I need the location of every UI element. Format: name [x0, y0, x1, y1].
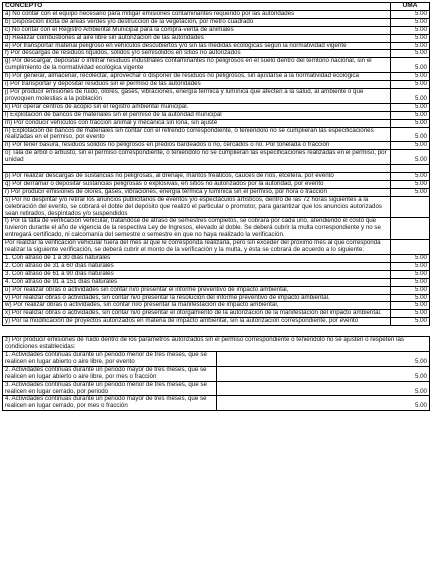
concept-cell: w) Por realizar obras o actividades, sin contar ni/o presentar la manifestación de impacto ambiental,: [3, 302, 391, 310]
uma-value-cell: 5.00: [391, 142, 430, 150]
uma-value-cell: 5.00: [391, 278, 430, 286]
concept-cell: 1. Actividades continuas durante un periodo menor de tres meses, que se realicen en lugar abierto o aire libre, por evento: [3, 351, 217, 366]
table-row: [3, 111, 430, 119]
uma-value-cell: 5.00: [391, 150, 430, 165]
uma-value-cell: 5.00: [216, 381, 430, 396]
uma-column-header: UMA: [391, 3, 430, 11]
table-row: [3, 351, 430, 366]
uma-value-cell: [391, 218, 430, 240]
concept-cell: o) Tala de árbol o arbusto, sin el permiso correspondiente, o teniéndolo no se cumplieran las especificaciones realizadas en el permiso, por unidad: [3, 150, 391, 165]
table-row: [3, 218, 430, 240]
uma-value-cell: 5.00: [391, 10, 430, 18]
concept-cell: v) Por realizar obras o actividades, sin contar ni/o presentar la resolución del informe preventivo de impacto ambiental.: [3, 294, 391, 302]
concept-cell: d) Realizar combustiones al aire libre sin autorización de las autoridades: [3, 34, 391, 42]
concept-cell: ñ) Por tener basura, residuos sólidos no peligrosos en predios bardeados o no, cercados o no. Por tonelada o fracción: [3, 142, 391, 150]
concept-cell: 4. Con atraso de 91 a 151 días naturales: [3, 278, 391, 286]
concept-cell: 4. Actividades continuas durante un periodo mayor de tres meses, que se realicen en lugar cerrado, por mes o fracción: [3, 396, 217, 411]
concept-cell: r) Por producir emisiones de olores, gases, vibraciones, energía térmica y lumínica sin el permiso, por hora o fracción: [3, 188, 391, 196]
uma-value-cell: 5.00: [391, 188, 430, 196]
concept-cell: l) Explotación de bancos de materiales sin el permiso de la autoridad municipal: [3, 111, 391, 119]
concept-cell: j) Por producir emisiones de ruido, olores, gases, vibraciones, energía térmica y lumínica que afecten a la salud, al ambiente o que provoquen molestias a la población: [3, 88, 391, 103]
uma-value-cell: 5.00: [391, 310, 430, 318]
uma-value-cell: 5.00: [391, 103, 430, 111]
table-row: [3, 240, 430, 255]
table-row: [3, 88, 430, 103]
concept-cell: a) No contar con el equipo necesario para mitigar emisiones contaminantes requerido por las autoridades: [3, 10, 391, 18]
concept-cell: 2. Con atraso de 31 a 60 días naturales: [3, 262, 391, 270]
table-row: [3, 26, 430, 34]
uma-value-cell: 5.00: [391, 34, 430, 42]
concept-cell: 3. Con atraso de 61 a 90 días naturales: [3, 270, 391, 278]
uma-value-cell: 5.00: [391, 294, 430, 302]
uma-value-cell: 5.00: [391, 26, 430, 34]
table-row: [3, 381, 430, 396]
uma-value-cell: [391, 240, 430, 255]
concept-cell: m) Por conducir vehículos con tracción animal y mecánica sin lona, sin ajuste: [3, 119, 391, 127]
uma-value-cell: 5.00: [391, 270, 430, 278]
concept-cell: c) No contar con el Registro Ambiental Municipal para la compra-venta de animales: [3, 26, 391, 34]
concept-cell: u) Por realizar obras o actividades sin contar ni/o presentar el informe preventivo de impacto ambiental,: [3, 286, 391, 294]
concept-cell: n) Explotación de bancos de materiales sin contar con el refrendo correspondiente, o teniéndolo no se cumplieran las especificaciones realizadas en el permiso, por evento: [3, 127, 391, 142]
concept-cell: 2. Actividades continuas durante un periodo mayor de tres meses, que se realicen en lugar abierto o aire libre, por mes o fracción: [3, 366, 217, 381]
concept-cell: t) Por la falta de verificación vehicular, tratándose de atraso de semestres completos, se cobrará por cada uno, atendiendo el costo que tuvieron durante el año de vigencia de la respectiva Ley de Ingresos, elevado al doble. Se deberá cubrir la multa correspondiente y no se entregará certificado, ni calcomanía del semestre o semestre en que no haya realizado la verificación.: [3, 218, 391, 240]
uma-value-cell: 5.00: [391, 81, 430, 89]
fines-table-body: [3, 10, 430, 325]
uma-value-cell: 5.00: [391, 119, 430, 127]
uma-value-cell: 5.00: [391, 173, 430, 181]
section-z-intro: z) Por producir emisiones de ruido dentro de los parámetros autorizados sin el permiso correspondiente o teniéndolo no se ajusten o respeten las condiciones establecidas:: [5, 336, 404, 351]
concept-cell: y) Por la modificación de proyectos autorizados en materia de impacto ambiental, sin la autorización correspondiente, por evento: [3, 318, 391, 326]
table-row: [3, 58, 430, 73]
table-row: [3, 34, 430, 42]
table-row: [3, 103, 430, 111]
uma-value-cell: 5.00: [216, 351, 430, 366]
noise-emissions-body: [3, 337, 430, 411]
uma-value-cell: 5.00: [216, 366, 430, 381]
table-row: [3, 318, 430, 326]
concept-column-header: CONCEPTO: [5, 2, 43, 9]
table-row: [3, 196, 430, 218]
uma-value-cell: 5.00: [391, 127, 430, 142]
uma-value-cell: 5.00: [391, 286, 430, 294]
uma-value-cell: 5.00: [391, 302, 430, 310]
table-row: [3, 366, 430, 381]
uma-value-cell: 5.00: [216, 396, 430, 411]
concept-cell: i) Por transportar y depositar residuos sin el permiso de las autoridades: [3, 81, 391, 89]
table-row: [3, 119, 430, 127]
concept-cell: s) Por no despintar y/o retirar los anuncios publicitarios de eventos y/o espectáculos artísticos, dentro de las 72 horas siguientes a la celebración del evento, se cobrará el doble del depósito que realizó el particular o promotor, para garantizar que los anuncios autorizados sean retirados, despintados y/o suspendidos: [3, 196, 391, 218]
concept-cell: k) Por operar centros de acopio sin el registro ambiental municipal.: [3, 103, 391, 111]
uma-value-cell: 5.00: [391, 318, 430, 326]
table-row: [3, 396, 430, 411]
fines-table: [2, 2, 430, 326]
concept-cell: x) Por realizar obras o actividades, sin contar ni/o presentar el otorgamiento de la autorización de la manifestación del impacto ambiental.: [3, 310, 391, 318]
uma-value-cell: 5.00: [391, 111, 430, 119]
uma-value-cell: 5.00: [391, 255, 430, 263]
uma-value-cell: 5.00: [391, 50, 430, 58]
uma-value-cell: 5.00: [391, 42, 430, 50]
uma-value-cell: 5.00: [391, 262, 430, 270]
uma-value-cell: 5.00: [391, 180, 430, 188]
concept-cell: 3. Actividades continuas durante un periodo menor de tres meses, que se realicen en lugar cerrado, por periodo: [3, 381, 217, 396]
concept-cell: e) Por transportar material peligroso en vehículos descubiertos y/o sin las medidas ecológicas según la normatividad vigente: [3, 42, 391, 50]
concept-cell: Por realizar la verificación vehicular fuera del mes al que le corresponda realizarla, pero sin exceder del próximo mes al que corresponda realizar la siguiente verificación, se deberá cubrir el monto de la verificación y la multa, y ésta se cobrará de acuerdo a lo siguiente:: [3, 240, 391, 255]
concept-cell: p) Por realizar descargas de sustancias no peligrosas, al drenaje, mantos freáticos, cauces de ríos, etcétera, por evento: [3, 173, 391, 181]
table-row: [3, 286, 430, 294]
table-row: [3, 337, 430, 352]
uma-value-cell: 5.00: [391, 18, 430, 26]
uma-value-cell: 5.00: [391, 73, 430, 81]
concept-cell: q) Por derramar o depositar sustancias peligrosas o explosivas, en sitios no autorizados por la autoridad, por evento: [3, 180, 391, 188]
table-row: [3, 278, 430, 286]
concept-cell: h) Por generar, almacenar, recolectar, aprovechar o disponer de residuos no peligrosos, sin ajustarse a la normatividad ecológica: [3, 73, 391, 81]
uma-value-cell: 5.00: [391, 58, 430, 73]
noise-emissions-table: [2, 336, 430, 411]
table-row: [3, 127, 430, 142]
uma-value-cell: [391, 196, 430, 218]
concept-cell: g) Por descargar, depositar o infiltrar residuos industriales contaminantes no peligrosos en el suelo dentro del territorio nacional, sin el cumplimiento de la normatividad ecológica vigente: [3, 58, 391, 73]
concept-cell: f) Por descargas de residuos líquidos, sólidos y/o semisólidos en sitios no autorizados: [3, 50, 391, 58]
concept-cell: 1. Con atraso de 1 a 30 días naturales: [3, 255, 391, 263]
uma-value-cell: 5.00: [391, 88, 430, 103]
concept-cell: b) Disposición ilícita de áreas verdes y/o destrucción de la vegetación, por metro cuadrado: [3, 18, 391, 26]
table-row: [3, 150, 430, 165]
